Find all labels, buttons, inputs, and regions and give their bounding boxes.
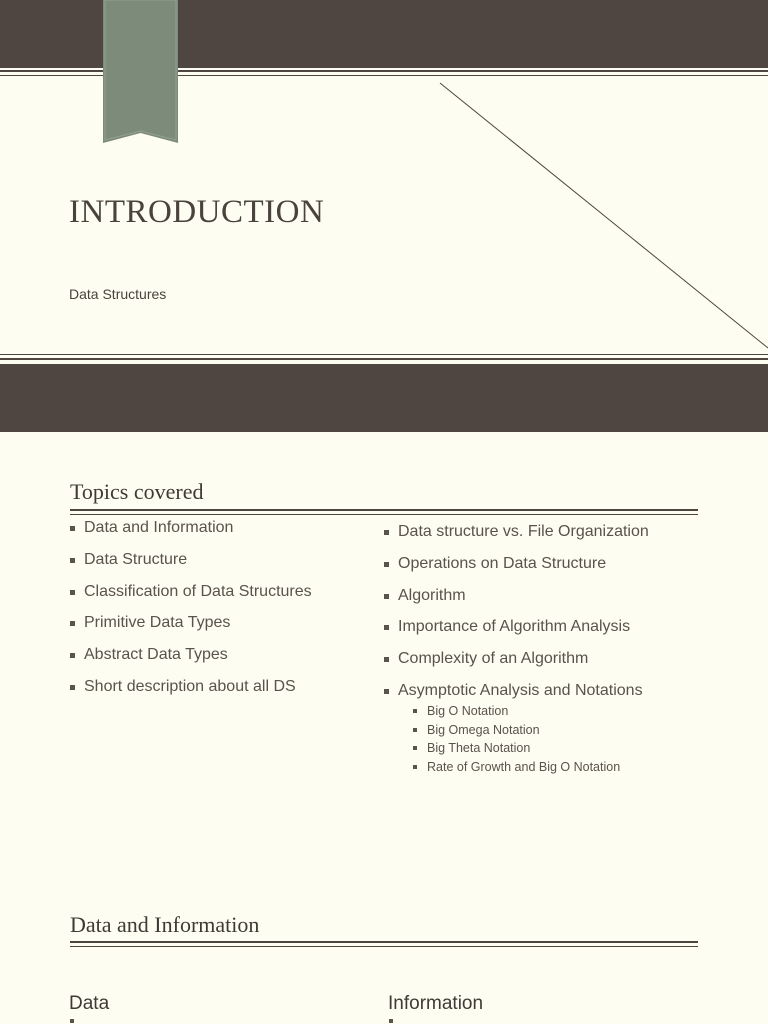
slide-subtitle: Data Structures: [69, 286, 167, 302]
list-item: Data and Information: [70, 519, 312, 551]
mid-rule: [0, 358, 768, 360]
list-item: Algorithm: [384, 587, 649, 619]
list-item: Complexity of an Algorithm: [384, 650, 649, 682]
list-item: Data Structure: [70, 551, 312, 583]
mid-rule-thin: [0, 354, 768, 355]
list-item: Primitive Data Types: [70, 614, 312, 646]
topics-rule: [70, 509, 698, 511]
cutoff-bullet: [70, 1019, 74, 1023]
mid-band: [0, 364, 768, 432]
list-item: Rate of Growth and Big O Notation: [413, 760, 620, 779]
list-item: Big Theta Notation: [413, 741, 620, 760]
list-item: Operations on Data Structure: [384, 555, 649, 587]
list-item: Classification of Data Structures: [70, 583, 312, 615]
topics-rule-thin: [70, 514, 698, 515]
list-item: Big O Notation: [413, 704, 620, 723]
data-info-rule-thin: [70, 946, 698, 947]
list-item: Big Omega Notation: [413, 723, 620, 742]
list-item: Asymptotic Analysis and Notations: [384, 682, 649, 704]
bookmark-ribbon-icon: [103, 0, 178, 143]
list-item: Importance of Algorithm Analysis: [384, 618, 649, 650]
topics-left-list: [70, 519, 312, 710]
data-info-rule: [70, 941, 698, 943]
notation-sublist: [413, 704, 620, 778]
cutoff-bullet: [389, 1019, 393, 1023]
list-item: Data structure vs. File Organization: [384, 523, 649, 555]
topics-right-list: [384, 523, 649, 704]
information-column-heading: Information: [388, 993, 484, 1014]
topics-heading: Topics covered: [70, 479, 204, 504]
list-item: Short description about all DS: [70, 678, 312, 710]
data-info-heading: Data and Information: [70, 912, 260, 937]
data-column-heading: Data: [69, 993, 110, 1014]
list-item: Abstract Data Types: [70, 646, 312, 678]
slide-title: INTRODUCTION: [69, 194, 325, 230]
